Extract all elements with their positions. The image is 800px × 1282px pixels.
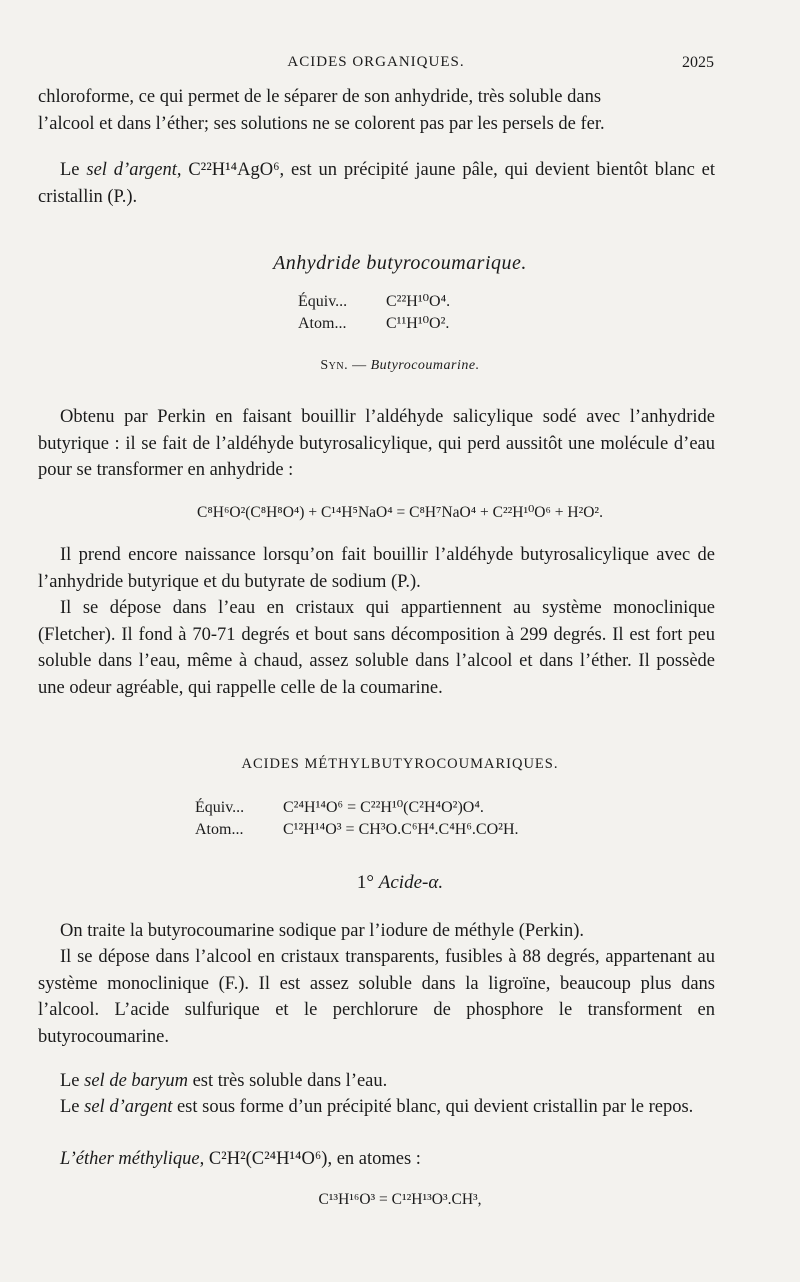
formula-label: Équiv... bbox=[195, 799, 245, 816]
section-number: 1° bbox=[356, 872, 375, 893]
formula-label: Équiv... bbox=[298, 293, 348, 310]
paragraph-obtenu: Obtenu par Perkin en faisant bouillir l’aldéhyde salicylique sodé avec l’anhydride butyrique : il se fait de l’aldéhyde butyrosalicylique, qui perd aussitôt une molécule d’eau pour se transformer en anhydride : bbox=[38, 407, 715, 480]
synonym-label: Syn. bbox=[320, 358, 349, 373]
equation-ether: C¹³H¹⁶O³ = C¹²H¹³O³.CH³, bbox=[318, 1191, 482, 1208]
italic-term: sel d’argent bbox=[86, 160, 177, 180]
paragraph-traite: On traite la butyrocoumarine sodique par l’iodure de méthyle (Perkin). bbox=[60, 921, 584, 941]
formula-row-equiv bbox=[298, 291, 450, 313]
paragraph-line: l’alcool et dans l’éther; ses solutions ne se colorent pas par les persels de fer. bbox=[38, 113, 605, 134]
paragraph-line: chloroforme, ce qui permet de le séparer de son anhydride, très soluble dans bbox=[38, 87, 602, 107]
equation-reaction: C⁸H⁶O²(C⁸H⁸O⁴) + C¹⁴H⁵NaO⁴ = C⁸H⁷NaO⁴ + C²²H¹⁰O⁶ + H²O². bbox=[197, 504, 603, 521]
formula-row-atom bbox=[298, 313, 450, 335]
section-name: Acide-α. bbox=[378, 872, 444, 893]
formula-row-equiv bbox=[195, 797, 519, 819]
section-title-anhydride: Anhydride butyrocoumarique. bbox=[273, 252, 527, 274]
formula-label: Atom... bbox=[195, 821, 244, 838]
paragraph-sel-baryum bbox=[38, 1068, 715, 1095]
section-title-acides-methyl: ACIDES MÉTHYLBUTYROCOUMARIQUES. bbox=[241, 756, 559, 772]
paragraph-naissance: Il prend encore naissance lorsqu’on fait bouillir l’aldéhyde butyrosalicylique avec de l’anhydride butyrique et du butyrate de sodium (P.). bbox=[38, 545, 715, 592]
italic-term: L’éther méthylique bbox=[60, 1149, 200, 1169]
synonym-dash: — bbox=[348, 358, 371, 373]
text-lead: Le bbox=[60, 1071, 85, 1091]
formula-row-atom bbox=[195, 819, 519, 841]
formula-value: C¹²H¹⁴O³ = CH³O.C⁶H⁴.C⁴H⁶.CO²H. bbox=[283, 821, 519, 838]
paragraph-chloroforme bbox=[38, 84, 715, 137]
running-header bbox=[38, 54, 714, 78]
text-lead: Le bbox=[60, 160, 87, 180]
text-rest: est très soluble dans l’eau. bbox=[187, 1071, 388, 1091]
text-rest: , C²²H¹⁴AgO⁶, est un précipité jaune pâle, qui devient bientôt blanc et cristallin (P.). bbox=[38, 160, 716, 207]
formula-value: C²²H¹⁰O⁴. bbox=[386, 293, 451, 310]
formula-block-methyl bbox=[195, 797, 519, 841]
formula-block-anhydride bbox=[298, 291, 450, 335]
paragraph-sel-argent-2 bbox=[38, 1094, 715, 1121]
running-title: ACIDES ORGANIQUES. bbox=[287, 54, 465, 70]
paragraph-sel-argent bbox=[38, 157, 715, 210]
formula-value: C²⁴H¹⁴O⁶ = C²²H¹⁰(C²H⁴O²)O⁴. bbox=[283, 799, 484, 816]
synonym-value: Butyrocoumarine. bbox=[370, 358, 480, 373]
text-rest: , C²H²(C²⁴H¹⁴O⁶), en atomes : bbox=[199, 1149, 421, 1169]
paragraph-depose: Il se dépose dans l’eau en cristaux qui appartiennent au système monoclinique (Fletcher). Il fond à 70-71 degrés et bout sans décomposition à 299 degrés. Il est fort peu soluble dans l’eau, même à chaud, assez soluble dans l’alcool et dans l’éther. Il possède une odeur agréable, qui rappelle celle de la coumarine. bbox=[38, 598, 715, 698]
text-rest: est sous forme d’un précipité blanc, qui devient cristallin par le repos. bbox=[172, 1097, 694, 1117]
formula-label: Atom... bbox=[298, 315, 347, 332]
page-number: 2025 bbox=[682, 54, 714, 71]
formula-value: C¹¹H¹⁰O². bbox=[386, 315, 450, 332]
italic-term: sel d’argent bbox=[84, 1097, 173, 1117]
paragraph-ether bbox=[38, 1146, 715, 1173]
section-title-acide-alpha bbox=[0, 872, 800, 894]
paragraph-cristaux: Il se dépose dans l’alcool en cristaux transparents, fusibles à 88 degrés, appartenant au système monoclinique (F.). Il est assez soluble dans la ligroïne, beaucoup plus dans l’alcool. L’acide sulfurique et le perchlorure de phosphore le transforment en butyrocoumarine. bbox=[38, 947, 715, 1047]
italic-term: sel de baryum bbox=[84, 1071, 188, 1091]
synonym-line bbox=[0, 358, 800, 374]
text-lead: Le bbox=[60, 1097, 85, 1117]
